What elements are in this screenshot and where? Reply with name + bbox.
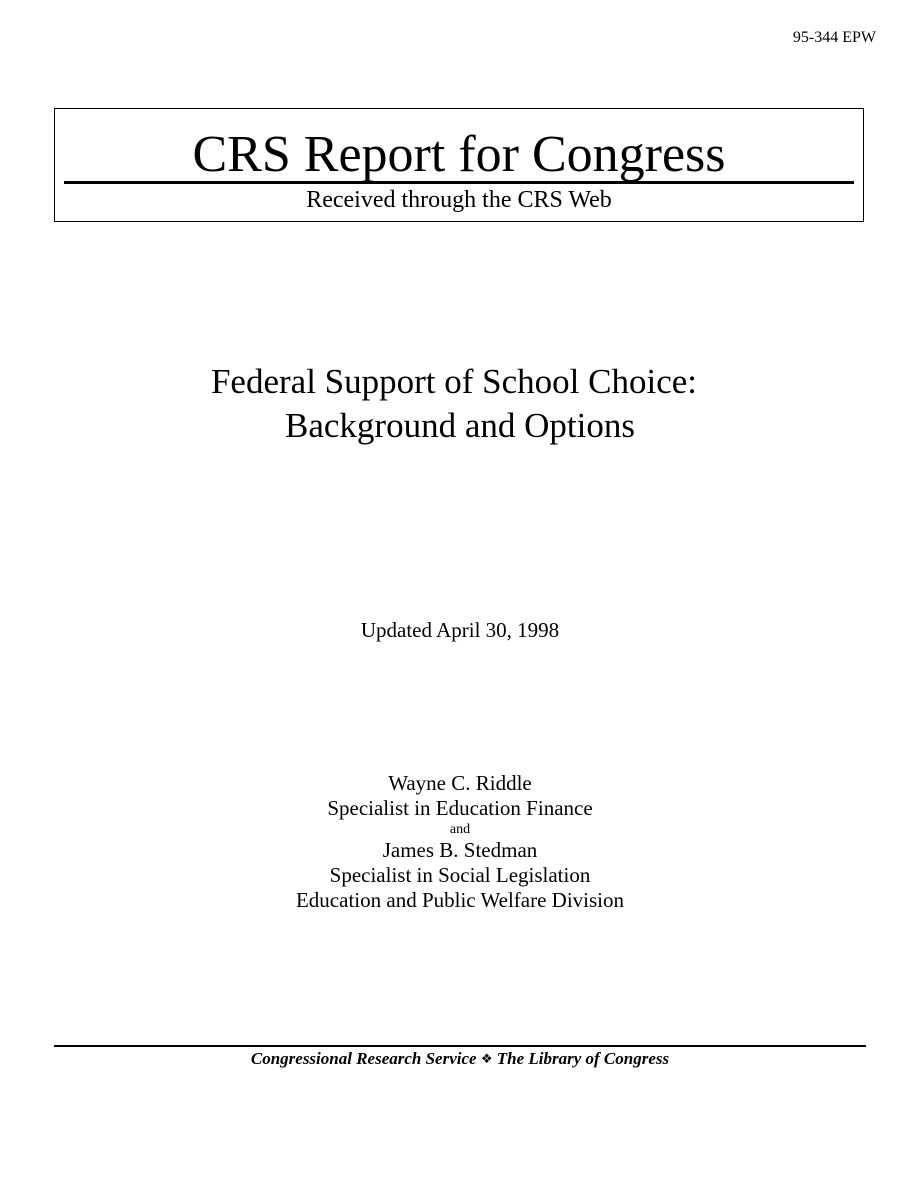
document-title [0, 360, 920, 448]
author-2-name: James B. Stedman [382, 838, 538, 862]
report-number: 95-344 EPW [792, 29, 876, 46]
footer-library: The Library of Congress [496, 1049, 670, 1068]
diamond-icon: ❖ [480, 1052, 493, 1067]
report-header-box [54, 108, 864, 222]
header-divider [64, 181, 854, 184]
author-1-name: Wayne C. Riddle [388, 771, 532, 795]
author-1-title: Specialist in Education Finance [327, 796, 593, 820]
division-name: Education and Public Welfare Division [295, 888, 624, 912]
document-date: Updated April 30, 1998 [360, 618, 560, 642]
footer-organization: Congressional Research Service [250, 1049, 477, 1068]
report-header-title: CRS Report for Congress [192, 126, 726, 183]
author-conjunction: and [449, 822, 471, 837]
authors-block [0, 771, 920, 913]
document-title-line-2: Background and Options [285, 406, 635, 445]
document-title-line-1: Federal Support of School Choice: [210, 362, 698, 401]
footer-divider [54, 1045, 866, 1047]
footer [0, 1048, 920, 1071]
report-header-subtitle: Received through the CRS Web [306, 187, 612, 213]
author-2-title: Specialist in Social Legislation [329, 863, 591, 887]
